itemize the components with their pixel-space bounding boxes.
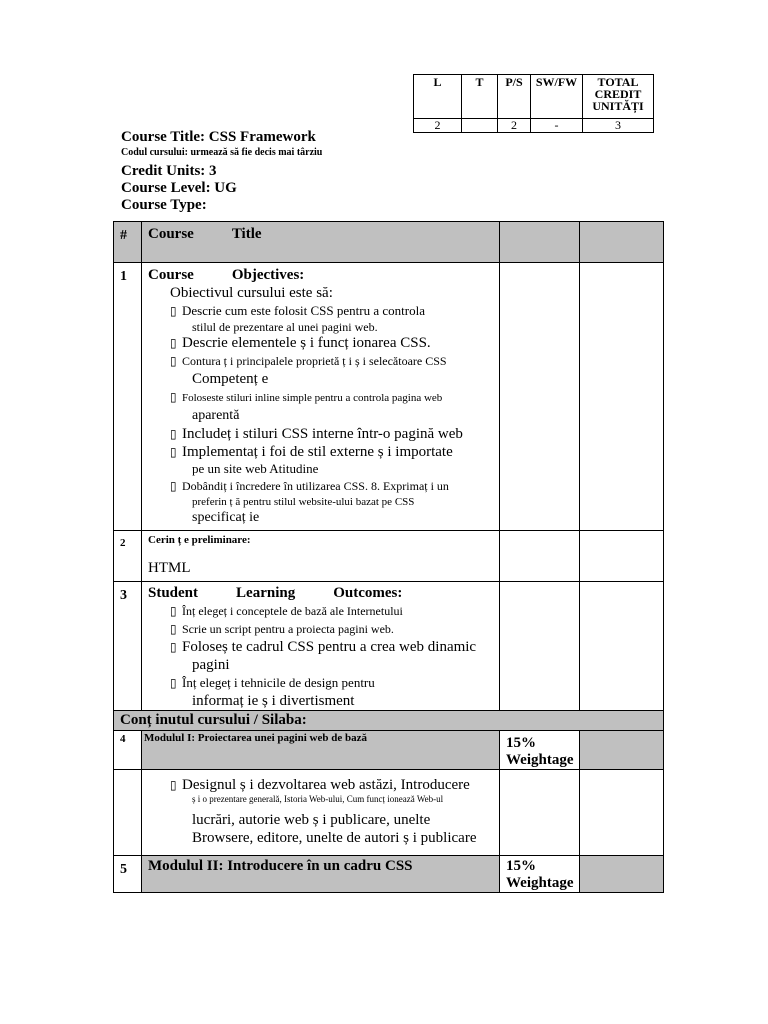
prerequisites-value: HTML [148,560,191,576]
empty-cell [580,770,664,856]
empty-cell [500,582,580,711]
list-item: ▯ Descrie elementele ș i funcț ionarea CSS. [170,335,431,351]
module-title: Modulul I: Proiectarea unei pagini web de bază [142,731,500,770]
course-title-heading [142,222,500,263]
table-row [114,582,664,711]
outcomes-heading-b: Learning [236,585,296,601]
module-weight-percent: 15% [506,735,536,751]
objectives-heading-b: Objectives: [231,267,305,283]
list-item: ▯ Înț elegeț i tehnicile de design pentru informaț ie ș i divertisment [170,675,375,709]
list-item: ▯ Înț elegeț i conceptele de bază ale Internetului [170,604,403,618]
bullet-icon: ▯ [170,640,177,654]
objectives-heading [148,267,493,284]
course-title: Course Title: CSS Framework [121,129,316,145]
table-row [114,711,664,731]
bullet-icon: ▯ [170,445,177,459]
outcomes-heading-c: Outcomes: [333,585,403,601]
list-item: ▯ Scrie un script pentru a proiecta pagini web. [170,622,394,636]
credits-value-l: 2 [414,119,462,133]
bullet-icon: ▯ [170,336,177,350]
list-item: ▯ Implementaț i foi de stil externe ș i importate pe un site web Atitudine [170,444,453,476]
syllabus-table [113,221,664,893]
empty-cell [114,770,142,856]
course-title-heading-b: Title [231,226,262,242]
empty-cell [500,263,580,531]
bullet-icon: ▯ [170,390,177,404]
prerequisites-cell [142,531,500,582]
module-weight-percent: 15% [506,858,536,874]
list-item: ▯ Descrie cum este folosit CSS pentru a controla stilul de prezentare al unei pagini web. [170,303,425,334]
row-number: 3 [114,582,142,711]
course-meta [121,129,322,214]
list-item: ▯ Contura ț i principalele proprietă ț i ș i selecătoare CSS Competenț e [170,354,447,387]
outcomes-heading-a: Student [148,585,199,601]
credits-header-t: T [462,75,498,119]
table-row [114,856,664,893]
prerequisites-heading: Cerin ț e preliminare: [148,534,251,546]
credits-header-ps: P/S [498,75,531,119]
course-title-heading-a: Course [148,226,194,242]
module-weight [500,856,580,893]
credits-header-swfw: SW/FW [531,75,583,119]
list-item: ▯ Designul ș i dezvoltarea web astăzi, Introducere ș i o prezentare generală, Istoria Web-ului, Cum funcț ionează Web-ul lucrări, autorie web ș i publicare, unelte Browsere, editore, unelte de autori ș i publicare [170,777,477,846]
credits-value-ps: 2 [498,119,531,133]
table-row [114,263,664,531]
row-number: 2 [114,531,142,582]
bullet-icon: ▯ [170,354,177,368]
course-code: Codul cursului: urmează să fie decis mai târziu [121,147,323,158]
objectives-cell [142,263,500,531]
empty-cell [580,263,664,531]
module-content-cell [142,770,500,856]
module-title: Modulul II: Introducere în un cadru CSS [142,856,500,893]
list-item: ▯ Includeț i stiluri CSS interne într-o pagină web [170,426,463,442]
table-row [114,531,664,582]
row-number: 1 [114,263,142,531]
bullet-icon: ▯ [170,676,177,690]
row-number: 5 [114,856,142,893]
bullet-icon: ▯ [170,427,177,441]
bullet-icon: ▯ [170,778,177,792]
empty-cell [580,856,664,893]
bullet-icon: ▯ [170,622,177,636]
empty-cell [500,531,580,582]
objectives-heading-a: Course [148,267,194,283]
module-weight-label: Weightage [506,752,574,768]
bullet-icon: ▯ [170,479,177,493]
section-heading: Conț inutul cursului / Silaba: [114,711,664,731]
objectives-intro: Obiectivul cursului este să: [170,285,333,301]
table-row [114,770,664,856]
empty-cell [580,531,664,582]
list-item: ▯ Foloseș te cadrul CSS pentru a crea web dinamic pagini [170,639,477,673]
credit-units: Credit Units: 3 [121,163,217,179]
list-item: ▯ Foloseste stiluri inline simple pentru a controla pagina web aparentă [170,390,443,423]
table-row [114,731,664,770]
module-weight [500,731,580,770]
empty-cell [580,731,664,770]
empty-cell [580,222,664,263]
credits-value-total: 3 [583,119,654,133]
credits-value-t [462,119,498,133]
table-row [114,222,664,263]
module-weight-label: Weightage [506,875,574,891]
list-item: ▯ Dobândiț i încredere în utilizarea CSS. 8. Exprimaț i un preferin ț ă pentru stilul website-ului bazat pe CSS specificaț ie [170,479,449,525]
bullet-icon: ▯ [170,304,177,318]
row-number: 4 [114,731,142,770]
outcomes-heading [148,585,493,602]
credits-header-total: TOTAL CREDIT UNITĂȚI [583,75,654,119]
credits-table [413,74,654,133]
outcomes-cell [142,582,500,711]
empty-cell [500,770,580,856]
credits-value-swfw: - [531,119,583,133]
empty-cell [500,222,580,263]
course-type: Course Type: [121,197,207,213]
empty-cell [580,582,664,711]
course-level: Course Level: UG [121,180,237,196]
hash-cell: # [114,222,142,263]
bullet-icon: ▯ [170,604,177,618]
credits-header-l: L [414,75,462,119]
